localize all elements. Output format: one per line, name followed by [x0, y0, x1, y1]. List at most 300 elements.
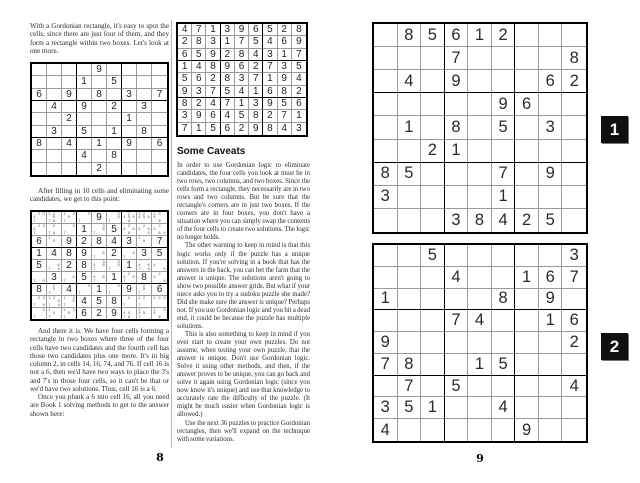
- sudoku-cell: [47, 76, 62, 88]
- sudoku-cell: [107, 308, 122, 319]
- sudoku-cell: [562, 245, 586, 267]
- sudoku-cell: [122, 224, 137, 236]
- pencil-mark: 5: [127, 214, 131, 220]
- sudoku-cell: [152, 76, 167, 88]
- sudoku-digit: 2: [96, 163, 102, 175]
- pencil-mark: 9: [163, 278, 166, 284]
- sudoku-digit: 4: [498, 398, 508, 417]
- sudoku-cell: [77, 308, 92, 319]
- sudoku-cell: [206, 86, 220, 98]
- sudoku-cell: [192, 123, 206, 135]
- sudoku-cell: [107, 89, 122, 101]
- sudoku-cell: [278, 24, 292, 36]
- pencil-mark: 2: [158, 294, 161, 300]
- sudoku-cell: [445, 140, 469, 163]
- sudoku-cell: [398, 163, 422, 186]
- sudoku-cell: [32, 150, 47, 162]
- sudoku-cell: [468, 289, 492, 311]
- pencil-mark: 1: [138, 306, 141, 312]
- sudoku-cell: [421, 47, 445, 70]
- pencil-mark: 5: [127, 310, 131, 316]
- sudoku-cell: [62, 101, 77, 113]
- sudoku-digit: 2: [111, 101, 117, 113]
- sudoku-cell: [515, 24, 539, 47]
- pencil-mark: 6: [132, 250, 135, 256]
- pencil-mark: 6: [132, 274, 135, 280]
- sudoku-cell: [374, 140, 398, 163]
- sudoku-cell: [398, 332, 422, 354]
- pencil-mark: 6: [102, 274, 105, 280]
- sudoku-cell: [107, 163, 122, 175]
- sudoku-cell: [468, 24, 492, 47]
- pencil-mark: 7: [93, 266, 96, 272]
- sudoku-digit: 8: [81, 260, 87, 271]
- sudoku-digit: 1: [81, 224, 87, 235]
- sudoku-cell: [515, 310, 539, 332]
- sudoku-cell: [292, 123, 306, 135]
- sudoku-digit: 3: [126, 88, 132, 100]
- sudoku-digit: 2: [181, 36, 188, 48]
- sudoku-digit: 5: [81, 272, 87, 283]
- pencil-mark: 4: [153, 226, 156, 232]
- sudoku-cell: [107, 126, 122, 138]
- sudoku-cell: [468, 419, 492, 441]
- sudoku-digit: 1: [126, 260, 132, 271]
- pencil-mark: 3: [117, 258, 120, 264]
- sudoku-digit: 3: [281, 61, 287, 73]
- sudoku-digit: 4: [451, 267, 461, 286]
- sudoku-digit: 4: [296, 73, 302, 85]
- sudoku-cell: [206, 24, 220, 36]
- sudoku-digit: 2: [238, 123, 245, 135]
- sudoku-digit: 4: [181, 24, 188, 36]
- sudoku-digit: 9: [81, 248, 87, 259]
- pencil-mark: 5: [142, 310, 146, 316]
- sudoku-cell: [249, 49, 263, 61]
- sudoku-cell: [77, 284, 92, 296]
- sudoku-digit: 5: [224, 85, 231, 97]
- sudoku-cell: [77, 224, 92, 236]
- sudoku-digit: 4: [267, 36, 273, 48]
- sudoku-digit: 8: [210, 61, 216, 73]
- sudoku-cell: [421, 332, 445, 354]
- sudoku-cell: [62, 150, 77, 162]
- sudoku-cell: [492, 209, 516, 232]
- sudoku-cell: [122, 150, 137, 162]
- sudoku-digit: 9: [181, 85, 188, 97]
- sudoku-digit: 8: [569, 48, 579, 67]
- sudoku-digit: 3: [252, 98, 259, 110]
- pencil-mark: 7: [78, 290, 81, 296]
- sudoku-digit: 2: [224, 48, 231, 60]
- sudoku-cell: [77, 296, 92, 308]
- pencil-mark: 7: [48, 218, 51, 224]
- sudoku-digit: 9: [522, 420, 532, 439]
- sudoku-cell: [77, 126, 92, 138]
- sudoku-digit: 5: [451, 376, 461, 395]
- pencil-mark: 3: [87, 210, 90, 216]
- sudoku-cell: [221, 123, 235, 135]
- sudoku-cell: [107, 101, 122, 113]
- sudoku-cell: [32, 308, 47, 319]
- right-page-number: 9: [476, 452, 484, 465]
- pencil-mark: 7: [33, 302, 36, 308]
- sudoku-digit: 8: [252, 110, 259, 122]
- sudoku-digit: 1: [96, 284, 102, 295]
- sudoku-cell: [278, 61, 292, 73]
- sudoku-cell: [398, 70, 422, 93]
- sudoku-digit: 6: [36, 88, 42, 100]
- sudoku-cell: [292, 61, 306, 73]
- sudoku-cell: [492, 24, 516, 47]
- pencil-mark: 3: [72, 306, 75, 312]
- sudoku-cell: [421, 24, 445, 47]
- sudoku-cell: [515, 267, 539, 289]
- pencil-mark: 7: [93, 278, 96, 284]
- pencil-mark: 2: [37, 222, 41, 228]
- sudoku-cell: [562, 140, 586, 163]
- sudoku-cell: [62, 260, 77, 272]
- sudoku-digit: 5: [156, 248, 163, 259]
- pencil-mark: 7: [48, 302, 51, 308]
- sudoku-digit: 8: [267, 123, 273, 135]
- sudoku-cell: [539, 245, 563, 267]
- sudoku-cell: [32, 113, 47, 125]
- sudoku-cell: [445, 163, 469, 186]
- sudoku-cell: [492, 70, 516, 93]
- sudoku-digit: 3: [210, 36, 216, 48]
- pencil-mark: 3: [87, 282, 90, 288]
- pencil-mark: 1: [63, 210, 66, 216]
- sudoku-cell: [562, 116, 586, 139]
- sudoku-digit: 8: [111, 150, 117, 162]
- sudoku-cell: [292, 73, 306, 85]
- sudoku-cell: [374, 209, 398, 232]
- sudoku-cell: [492, 47, 516, 70]
- sudoku-digit: 5: [111, 224, 117, 235]
- pencil-mark: 6: [102, 226, 105, 232]
- sudoku-cell: [77, 101, 92, 113]
- sudoku-digit: 3: [267, 48, 273, 60]
- sudoku-cell: [47, 64, 62, 76]
- sudoku-digit: 3: [181, 110, 188, 122]
- pencil-mark: 3: [72, 222, 75, 228]
- sudoku-cell: [515, 116, 539, 139]
- sudoku-cell: [77, 138, 92, 150]
- sudoku-cell: [398, 140, 422, 163]
- sudoku-cell: [445, 397, 469, 419]
- sudoku-cell: [47, 163, 62, 175]
- sudoku-cell: [137, 308, 152, 319]
- sudoku-digit: 4: [210, 98, 216, 110]
- sudoku-cell: [398, 419, 422, 441]
- sudoku-digit: 4: [51, 101, 57, 113]
- sudoku-cell: [62, 163, 77, 175]
- sudoku-cell: [492, 186, 516, 209]
- sudoku-cell: [152, 89, 167, 101]
- sudoku-digit: 3: [380, 187, 390, 206]
- pencil-mark: 6: [102, 262, 105, 268]
- sudoku-cell: [178, 61, 192, 73]
- sudoku-digit: 8: [224, 73, 231, 85]
- sudoku-digit: 1: [451, 141, 461, 160]
- sudoku-cell: [398, 267, 422, 289]
- sudoku-digit: 1: [427, 398, 437, 417]
- sudoku-cell: [137, 101, 152, 113]
- pencil-mark: 4: [153, 274, 156, 280]
- sudoku-cell: [374, 419, 398, 441]
- sudoku-digit: 1: [224, 36, 231, 48]
- sudoku-digit: 6: [36, 236, 42, 247]
- pencil-mark: 8: [52, 230, 56, 236]
- pencil-mark: 7: [63, 278, 66, 284]
- puzzle-2-number-badge: 2: [601, 333, 628, 360]
- sudoku-cell: [374, 245, 398, 267]
- sudoku-cell: [263, 36, 277, 48]
- sudoku-digit: 2: [96, 308, 102, 319]
- pencil-mark: 5: [52, 214, 56, 220]
- pencil-mark: 5: [142, 214, 146, 220]
- sudoku-cell: [77, 248, 92, 260]
- sudoku-digit: 8: [111, 296, 117, 307]
- sudoku-digit: 4: [224, 110, 231, 122]
- plunk-paragraph: Once you plunk a 6 into cell 16, all you need are Book 1 solving methods to get to the answer shown here:: [30, 393, 169, 418]
- sudoku-cell: [107, 76, 122, 88]
- sudoku-digit: 5: [404, 164, 414, 183]
- sudoku-cell: [292, 98, 306, 110]
- pencil-mark: 2: [142, 210, 146, 216]
- sudoku-cell: [515, 163, 539, 186]
- sudoku-digit: 6: [569, 311, 579, 330]
- sudoku-cell: [292, 36, 306, 48]
- sudoku-cell: [421, 289, 445, 311]
- sudoku-cell: [62, 76, 77, 88]
- sudoku-cell: [539, 70, 563, 93]
- sudoku-cell: [278, 73, 292, 85]
- pencil-mark: 4: [138, 214, 141, 220]
- pencil-mark: 1: [48, 234, 51, 240]
- sudoku-cell: [562, 419, 586, 441]
- sudoku-cell: [445, 24, 469, 47]
- sudoku-digit: 6: [451, 25, 461, 44]
- sudoku-cell: [421, 310, 445, 332]
- sudoku-digit: 5: [238, 110, 245, 122]
- sudoku-cell: [445, 186, 469, 209]
- sudoku-cell: [137, 236, 152, 248]
- sudoku-cell: [539, 116, 563, 139]
- sudoku-cell: [562, 310, 586, 332]
- sudoku-cell: [32, 89, 47, 101]
- pencil-mark: 1: [153, 210, 156, 216]
- sudoku-cell: [492, 163, 516, 186]
- sudoku-digit: 2: [267, 110, 273, 122]
- sudoku-cell: [539, 332, 563, 354]
- sudoku-cell: [192, 61, 206, 73]
- sudoku-cell: [445, 376, 469, 398]
- sudoku-cell: [374, 289, 398, 311]
- sudoku-cell: [515, 140, 539, 163]
- sudoku-cell: [398, 397, 422, 419]
- intro-paragraph: [30, 22, 169, 55]
- pencil-mark: 7: [108, 218, 111, 224]
- sudoku-cell: [107, 296, 122, 308]
- sudoku-cell: [122, 89, 137, 101]
- sudoku-cell: [492, 310, 516, 332]
- sudoku-cell: [278, 110, 292, 122]
- sudoku-cell: [562, 354, 586, 376]
- sudoku-digit: 4: [66, 138, 72, 150]
- rectangle-explanation: [30, 327, 169, 418]
- sudoku-cell: [77, 113, 92, 125]
- pencil-mark: 5: [67, 214, 71, 220]
- sudoku-cell: [235, 98, 249, 110]
- pencil-mark: 6: [132, 214, 135, 220]
- caveats-paragraph-2: The other warning to keep in mind is that this logic works only if the puzzle has a unique solution. If you're solving in a book that has the answers in the back, you can bet the farm that the answer is unique. The solutions aren't going to show two possible answer grids. But what if your niece asks you to try a sudoku puzzle she made? Did she make sure the answer is unique? Perhaps not. If you use Gordonian logic and you hit a dead end, it could be because the puzzle has multiple solutions.: [177, 242, 310, 330]
- sudoku-cell: [137, 113, 152, 125]
- sudoku-digit: 2: [522, 210, 532, 229]
- sudoku-digit: 8: [498, 289, 508, 308]
- sudoku-cell: [137, 64, 152, 76]
- sudoku-cell: [122, 64, 137, 76]
- sudoku-cell: [92, 89, 107, 101]
- pencil-mark: 7: [138, 302, 141, 308]
- sudoku-digit: 5: [111, 76, 117, 88]
- pencil-mark: 7: [93, 254, 96, 260]
- pencil-mark: 1: [153, 294, 156, 300]
- sudoku-cell: [539, 24, 563, 47]
- sudoku-cell: [263, 73, 277, 85]
- sudoku-cell: [107, 284, 122, 296]
- pencil-mark: 8: [127, 230, 131, 236]
- sudoku-cell: [47, 126, 62, 138]
- pencil-mark: 7: [63, 314, 66, 320]
- pencil-mark: 2: [158, 222, 161, 228]
- sudoku-cell: [235, 24, 249, 36]
- pencil-mark: 7: [63, 230, 66, 236]
- sudoku-digit: 8: [474, 210, 485, 229]
- sudoku-digit: 5: [181, 73, 188, 85]
- sudoku-digit: 5: [267, 24, 273, 36]
- sudoku-cell: [445, 354, 469, 376]
- sudoku-digit: 4: [81, 296, 87, 307]
- pencil-mark: 1: [63, 306, 66, 312]
- sudoku-cell: [152, 150, 167, 162]
- sudoku-cell: [206, 73, 220, 85]
- sudoku-cell: [62, 248, 77, 260]
- sudoku-digit: 1: [36, 248, 42, 259]
- sudoku-cell: [122, 296, 137, 308]
- sudoku-cell: [539, 354, 563, 376]
- pencil-mark: 2: [158, 270, 161, 276]
- sudoku-digit: 6: [81, 308, 87, 319]
- pencil-mark: 4: [123, 310, 126, 316]
- sudoku-cell: [421, 245, 445, 267]
- pencil-mark: 1: [138, 234, 141, 240]
- sudoku-cell: [515, 289, 539, 311]
- sudoku-digit: 3: [126, 236, 132, 247]
- sudoku-cell: [47, 150, 62, 162]
- sudoku-cell: [137, 76, 152, 88]
- sudoku-cell: [47, 113, 62, 125]
- pencil-mark: 1: [138, 294, 141, 300]
- sudoku-digit: 9: [296, 36, 302, 48]
- sudoku-digit: 3: [296, 123, 302, 135]
- sudoku-digit: 1: [267, 73, 273, 85]
- sudoku-cell: [122, 236, 137, 248]
- sudoku-digit: 1: [296, 110, 302, 122]
- sudoku-cell: [249, 98, 263, 110]
- sudoku-cell: [421, 397, 445, 419]
- sudoku-cell: [539, 376, 563, 398]
- sudoku-cell: [92, 150, 107, 162]
- pencil-mark: 2: [142, 282, 146, 288]
- sudoku-cell: [421, 116, 445, 139]
- sudoku-cell: [178, 123, 192, 135]
- sudoku-cell: [77, 163, 92, 175]
- sudoku-digit: 1: [474, 25, 485, 44]
- pencil-mark: 2: [142, 222, 146, 228]
- pencil-mark: 6: [117, 262, 120, 268]
- pencil-mark: 4: [153, 262, 156, 268]
- sudoku-cell: [445, 310, 469, 332]
- pencil-mark: 3: [102, 258, 105, 264]
- sudoku-digit: 8: [36, 138, 42, 150]
- sudoku-digit: 4: [569, 376, 579, 395]
- sudoku-digit: 7: [451, 48, 461, 67]
- puzzle-1-number-badge: 1: [601, 116, 628, 143]
- sudoku-cell: [374, 24, 398, 47]
- pencil-mark: 7: [138, 290, 141, 296]
- sudoku-cell: [137, 126, 152, 138]
- sudoku-cell: [421, 419, 445, 441]
- sudoku-digit: 8: [141, 125, 147, 137]
- sudoku-digit: 4: [111, 236, 117, 247]
- sudoku-cell: [421, 186, 445, 209]
- sudoku-digit: 8: [196, 36, 202, 48]
- sudoku-digit: 9: [281, 73, 287, 85]
- sudoku-digit: 6: [181, 48, 188, 60]
- sudoku-cell: [47, 89, 62, 101]
- sudoku-cell: [515, 186, 539, 209]
- sudoku-digit: 7: [181, 123, 188, 135]
- sudoku-digit: 2: [252, 61, 259, 73]
- sudoku-cell: [539, 267, 563, 289]
- sudoku-cell: [62, 308, 77, 319]
- sudoku-cell: [47, 248, 62, 260]
- sudoku-digit: 7: [210, 85, 216, 97]
- sudoku-digit: 8: [281, 85, 287, 97]
- pencil-mark: 8: [52, 218, 56, 224]
- sudoku-cell: [122, 138, 137, 150]
- sudoku-cell: [62, 89, 77, 101]
- sudoku-cell: [122, 163, 137, 175]
- sudoku-cell: [32, 236, 47, 248]
- sudoku-cell: [249, 123, 263, 135]
- sudoku-digit: 8: [66, 248, 72, 259]
- pencil-mark: 6: [132, 226, 135, 232]
- pencil-mark: 3: [163, 294, 166, 300]
- caveats-heading: Some Caveats: [177, 146, 246, 157]
- sudoku-cell: [32, 101, 47, 113]
- sudoku-cell: [206, 98, 220, 110]
- pencil-mark: 9: [42, 278, 45, 284]
- sudoku-digit: 1: [111, 125, 117, 137]
- sudoku-cell: [249, 73, 263, 85]
- sudoku-digit: 8: [181, 98, 188, 110]
- sudoku-cell: [107, 224, 122, 236]
- sudoku-digit: 5: [210, 123, 216, 135]
- sudoku-cell: [421, 376, 445, 398]
